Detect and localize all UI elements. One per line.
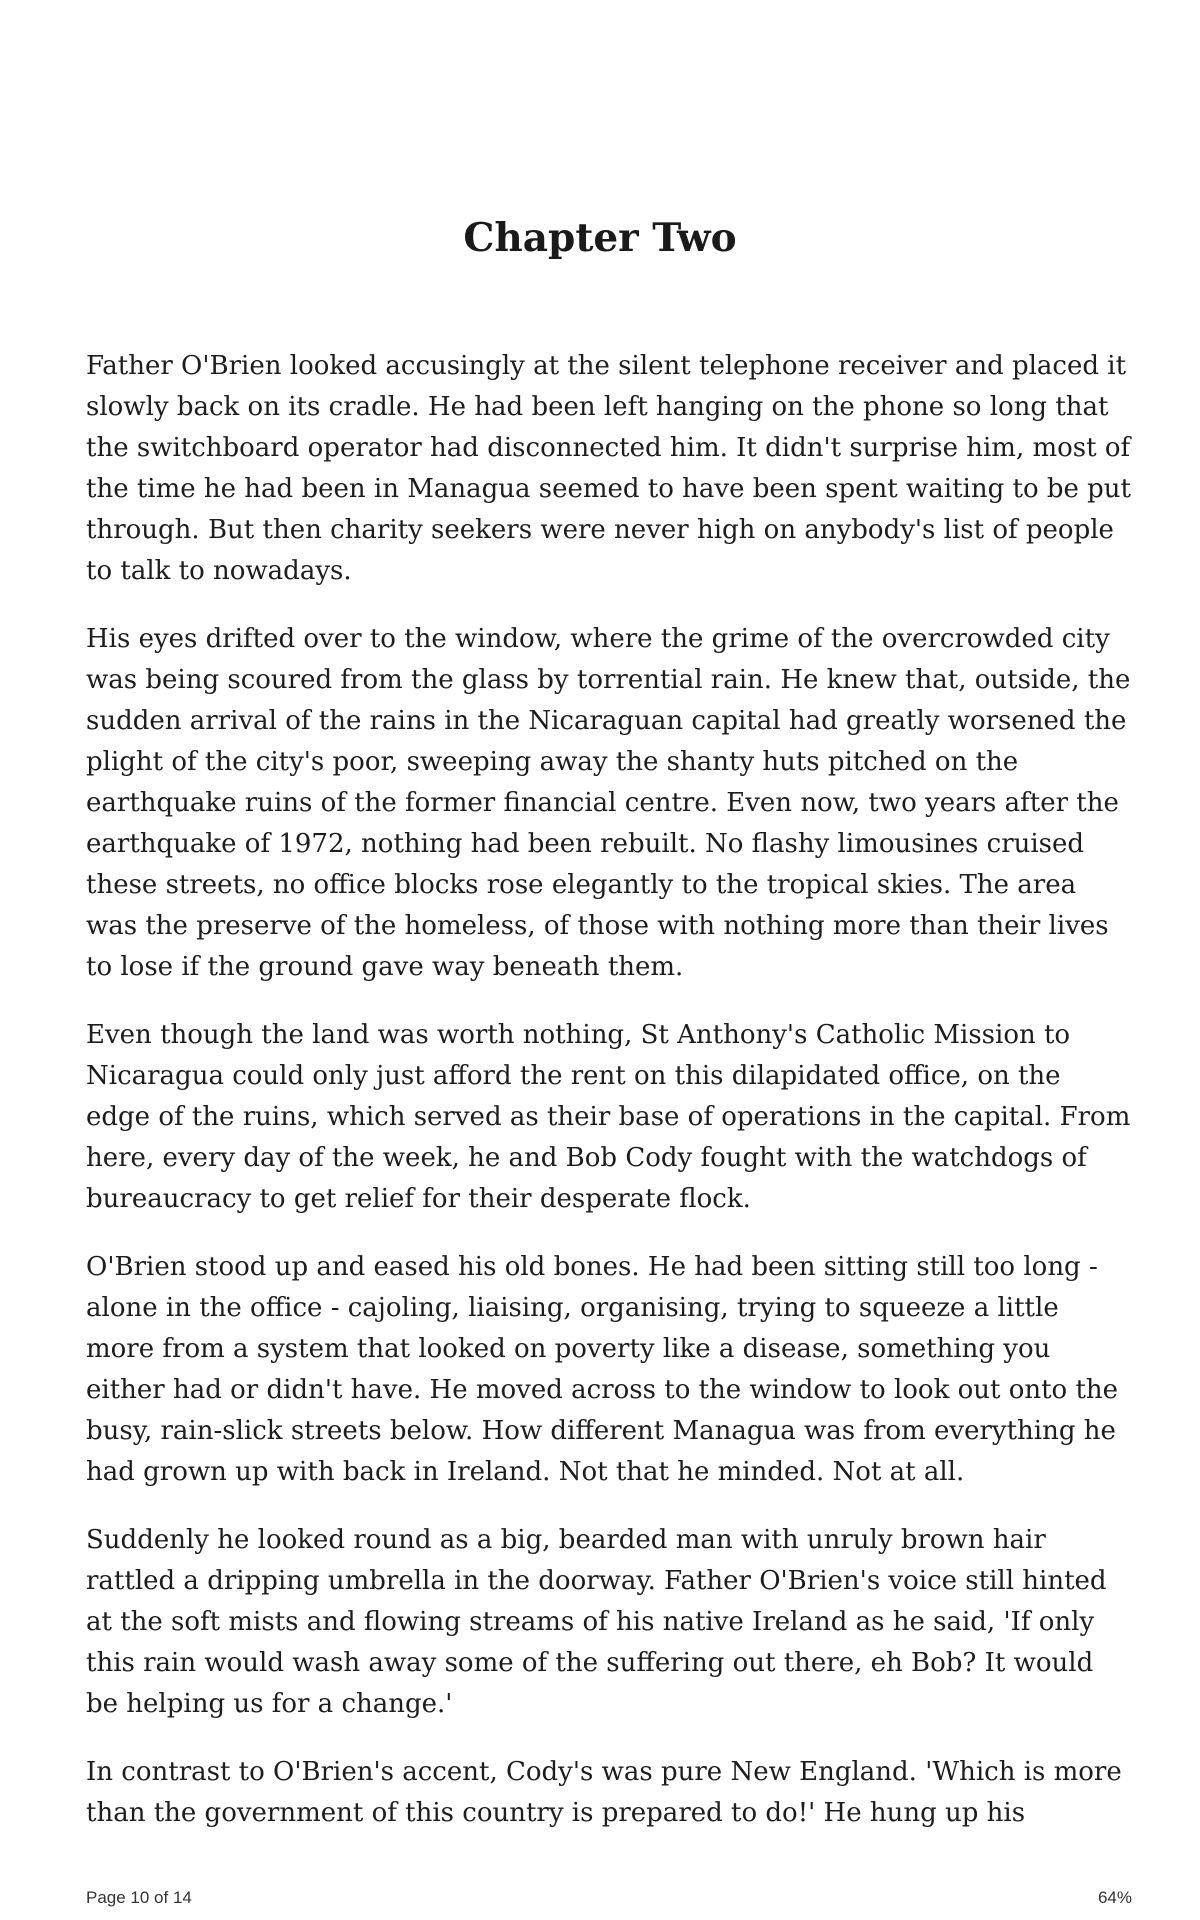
chapter-title: Chapter Two (463, 215, 737, 261)
paragraph: His eyes drifted over to the window, where the grime of the overcrowded city was being scoured from the glass by torrential rain. He knew that, outside, the sudden arrival of the rains in the Nicaraguan capital had greatly worsened the plight of the city's poor, sweeping away the shanty huts pitched on the earthquake ruins of the former financial centre. Even now, two years after the earthquake of 1972, nothing had been rebuilt. No flashy limousines cruised these streets, no office blocks rose elegantly to the tropical skies. The area was the preserve of the homeless, of those with nothing more than their lives to lose if the ground gave way beneath them. (86, 624, 1131, 982)
paragraph: Father O'Brien looked accusingly at the silent telephone receiver and placed it slowly back on its cradle. He had been left hanging on the phone so long that the switchboard operator had disconnected him. It didn't surprise him, most of the time he had been in Managua seemed to have been spent waiting to be put through. But then charity seekers were never high on anybody's list of people to talk to nowadays. (86, 351, 1132, 586)
chapter-body (86, 346, 1132, 1861)
progress-percent: 64% (1097, 1888, 1132, 1907)
paragraph: In contrast to O'Brien's accent, Cody's was pure New England. 'Which is more than the government of this country is prepared to do!' He hung up his (86, 1757, 1122, 1828)
paragraph: O'Brien stood up and eased his old bones. He had been sitting still too long - alone in the office - cajoling, liaising, organising, trying to squeeze a little more from a system that looked on poverty like a disease, something you either had or didn't have. He moved across to the window to look out onto the busy, rain-slick streets below. How different Managua was from everything he had grown up with back in Ireland. Not that he minded. Not at all. (86, 1252, 1119, 1487)
paragraph: Suddenly he looked round as a big, bearded man with unruly brown hair rattled a dripping umbrella in the doorway. Father O'Brien's voice still hinted at the soft mists and flowing streams of his native Ireland as he said, 'If only this rain would wash away some of the suffering out there, eh Bob? It would be helping us for a change.' (86, 1525, 1107, 1719)
reader-footer (86, 1888, 1132, 1918)
page-indicator: Page 10 of 14 (86, 1888, 192, 1907)
paragraph: Even though the land was worth nothing, St Anthony's Catholic Mission to Nicaragua could only just afford the rent on this dilapidated office, on the edge of the ruins, which served as their base of operations in the capital. From here, every day of the week, he and Bob Cody fought with the watchdogs of bureaucracy to get relief for their desperate flock. (86, 1020, 1131, 1214)
